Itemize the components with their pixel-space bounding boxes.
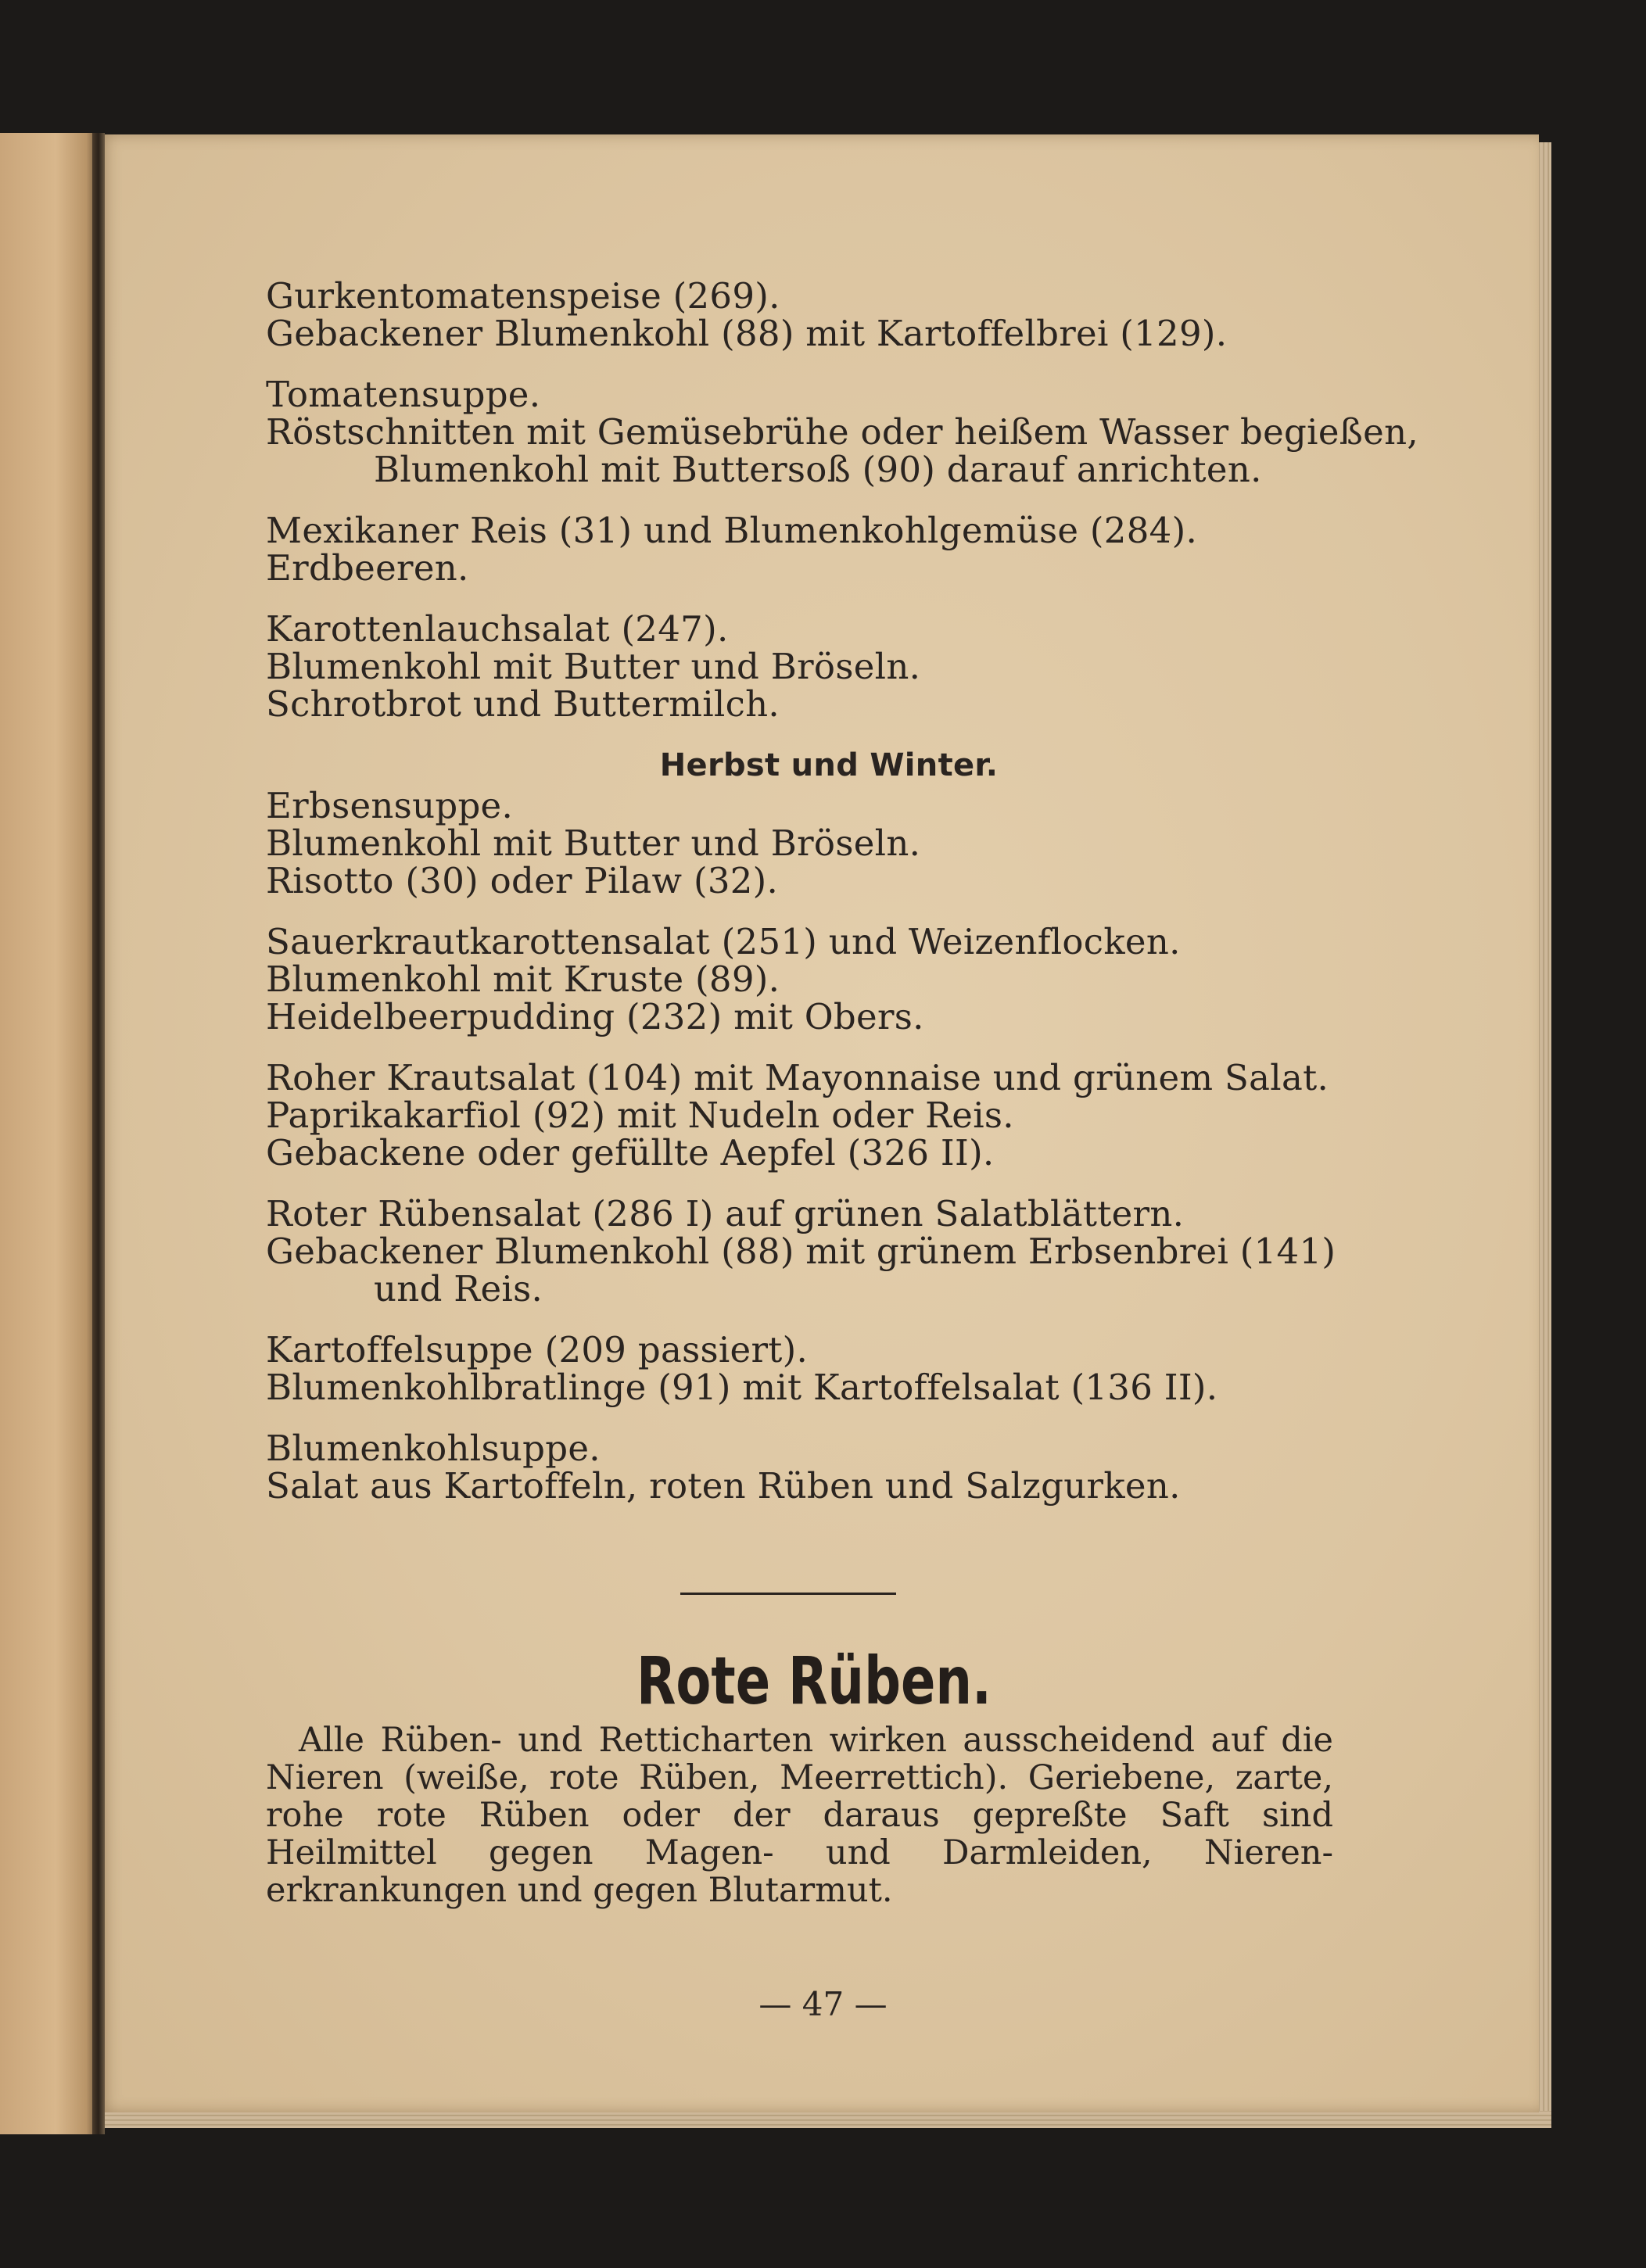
page-number: — 47 — bbox=[758, 1985, 888, 2023]
menu-line: Roter Rübensalat (286 I) auf grünen Salatblättern. bbox=[266, 1193, 1185, 1234]
menu-group bbox=[266, 512, 1361, 587]
section-title: Rote Rüben. bbox=[636, 1643, 992, 1719]
menu-group bbox=[266, 374, 1418, 490]
menu-line: Roher Krautsalat (104) mit Mayonnaise und grünem Salat. bbox=[266, 1057, 1329, 1098]
menu-line: Sauerkrautkarottensalat (251) und Weizenflocken. bbox=[266, 921, 1181, 962]
facing-page-edge bbox=[0, 133, 102, 2134]
menu-line: Blumenkohl mit Buttersoß (90) darauf anrichten. bbox=[374, 449, 1262, 490]
menu-list-winter bbox=[266, 787, 1361, 1505]
book-gutter bbox=[92, 133, 105, 2134]
menu-line: Gebackener Blumenkohl (88) mit grünem Erbsenbrei (141) bbox=[266, 1231, 1336, 1272]
menu-line: Kartoffelsuppe (209 passiert). bbox=[266, 1329, 809, 1370]
menu-group bbox=[266, 1430, 1361, 1505]
section-paragraph: Alle Rüben- und Retticharten wirken ausscheidend auf die Nieren (weiße, rote Rüben, Meerrettich). Geriebene, zarte, rohe rote Rüben oder der daraus gepreßte Saft sind Heilmittel gegen Magen- und Darmleiden, Nierenerkrankungen und gegen Blutarmut. bbox=[266, 1721, 1333, 1910]
menu-line: Röstschnitten mit Gemüsebrühe oder heißem Wasser begießen, bbox=[266, 411, 1418, 453]
menu-line: Blumenkohlsuppe. bbox=[266, 1428, 601, 1469]
menu-line: und Reis. bbox=[374, 1268, 543, 1310]
menu-group bbox=[266, 1059, 1361, 1172]
menu-line: Salat aus Kartoffeln, roten Rüben und Salzgurken. bbox=[266, 1465, 1181, 1507]
menu-group bbox=[266, 608, 1361, 725]
menu-text-block bbox=[266, 275, 1418, 1528]
menu-line: Blumenkohl mit Kruste (89). bbox=[266, 958, 780, 1000]
menu-group bbox=[266, 1331, 1361, 1406]
menu-line: Blumenkohlbratlinge (91) mit Kartoffelsalat (136 II). bbox=[266, 1367, 1218, 1408]
menu-group bbox=[266, 275, 1361, 354]
menu-list-summer bbox=[266, 275, 1418, 725]
menu-group bbox=[266, 787, 1361, 900]
menu-line: Risotto (30) oder Pilaw (32). bbox=[266, 860, 779, 901]
menu-line: Heidelbeerpudding (232) mit Obers. bbox=[266, 996, 924, 1037]
season-heading: Herbst und Winter. bbox=[659, 747, 999, 783]
menu-line: Gebackene oder gefüllte Aepfel (326 II). bbox=[266, 1132, 995, 1173]
menu-line: Blumenkohl mit Butter und Bröseln. bbox=[266, 822, 921, 864]
menu-line: Paprikakarfiol (92) mit Nudeln oder Reis. bbox=[266, 1095, 1014, 1136]
page-stack-bottom-edge bbox=[100, 2111, 1551, 2128]
menu-line: Tomatensuppe. bbox=[266, 374, 541, 415]
menu-line: Blumenkohl mit Butter und Bröseln. bbox=[266, 646, 921, 687]
menu-line: Gurkentomatenspeise (269). bbox=[266, 275, 780, 317]
menu-group bbox=[266, 1195, 1361, 1308]
menu-line: Karottenlauchsalat (247). bbox=[266, 608, 729, 650]
menu-line: Erbsensuppe. bbox=[266, 785, 514, 826]
menu-line: Erdbeeren. bbox=[266, 547, 469, 589]
menu-line: Mexikaner Reis (31) und Blumenkohlgemüse (284). bbox=[266, 510, 1198, 551]
menu-line: Gebackener Blumenkohl (88) mit Kartoffelbrei (129). bbox=[266, 313, 1228, 354]
menu-group bbox=[266, 923, 1361, 1036]
menu-line: Schrotbrot und Buttermilch. bbox=[266, 683, 780, 725]
section-divider bbox=[680, 1593, 896, 1595]
